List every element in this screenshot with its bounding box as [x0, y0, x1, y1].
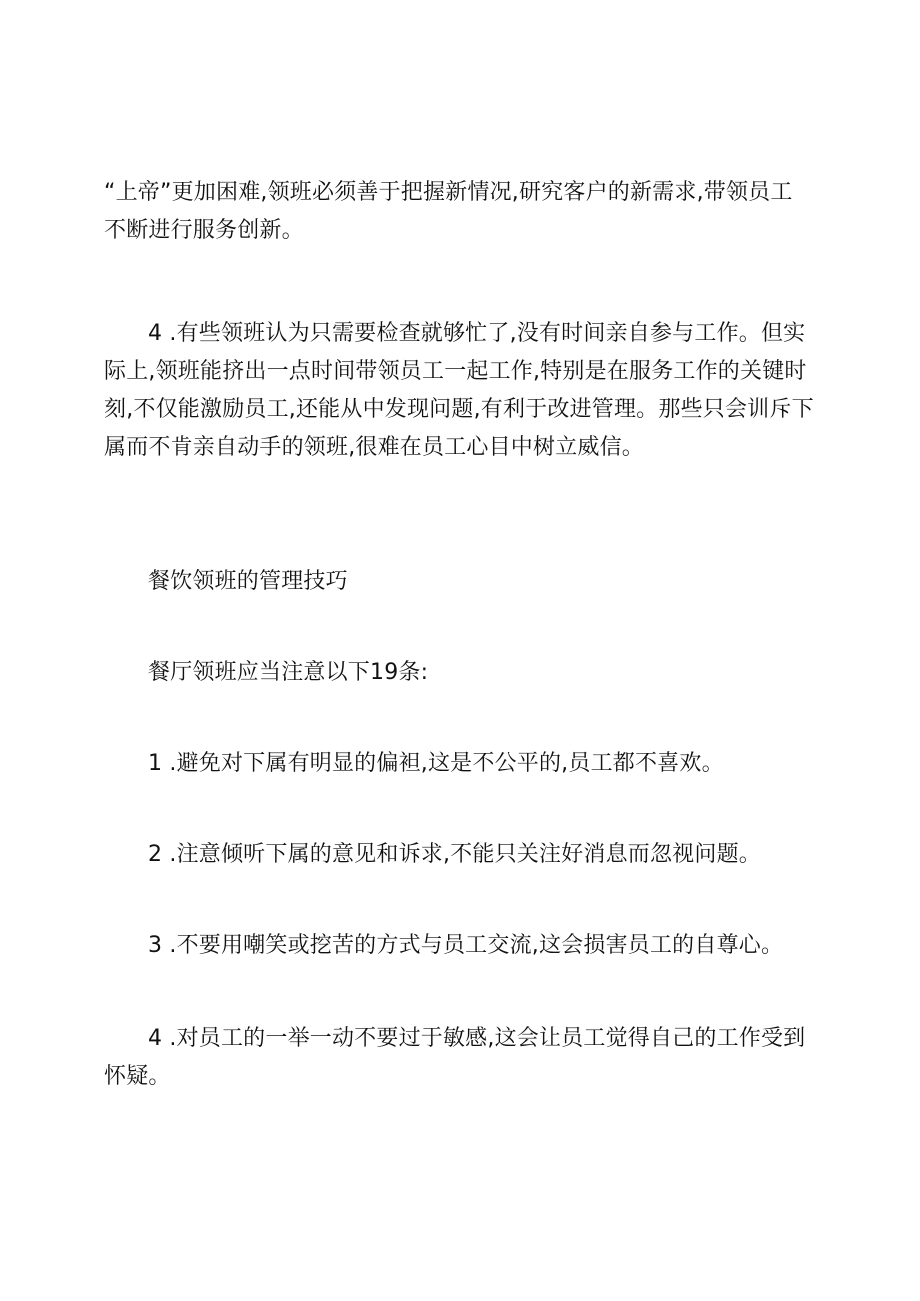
list-item-3 — [104, 927, 824, 965]
paragraph-line: 1 .避免对下属有明显的偏袒,这是不公平的,员工都不喜欢。 — [148, 751, 724, 776]
paragraph-line: 餐厅领班应当注意以下19条: — [148, 660, 429, 685]
list-item-1 — [104, 745, 824, 783]
paragraph-line: 刻,不仅能激励员工,还能从中发现问题,有利于改进管理。那些只会训斥下 — [104, 397, 814, 422]
paragraph-item-4-participation — [104, 315, 824, 467]
list-item-2 — [104, 836, 824, 874]
paragraph-line: 怀疑。 — [104, 1064, 171, 1089]
paragraph-line: 4 .有些领班认为只需要检查就够忙了,没有时间亲自参与工作。但实 — [148, 321, 806, 346]
heading-line: 餐饮领班的管理技巧 — [148, 569, 348, 594]
paragraph-service-innovation — [104, 174, 824, 250]
paragraph-line: “上帝”更加困难,领班必须善于把握新情况,研究客户的新需求,带领员工 — [104, 180, 793, 205]
paragraph-line: 际上,领班能挤出一点时间带领员工一起工作,特别是在服务工作的关键时 — [104, 359, 807, 384]
paragraph-line: 3 .不要用嘲笑或挖苦的方式与员工交流,这会损害员工的自尊心。 — [148, 933, 784, 958]
paragraph-intro — [104, 654, 824, 692]
list-item-4 — [104, 1020, 824, 1096]
paragraph-line: 属而不肯亲自动手的领班,很难在员工心目中树立威信。 — [104, 435, 644, 460]
section-heading — [104, 563, 824, 601]
paragraph-line: 2 .注意倾听下属的意见和诉求,不能只关注好消息而忽视问题。 — [148, 842, 761, 867]
paragraph-line: 4 .对员工的一举一动不要过于敏感,这会让员工觉得自己的工作受到 — [148, 1026, 806, 1051]
paragraph-line: 不断进行服务创新。 — [104, 218, 304, 243]
